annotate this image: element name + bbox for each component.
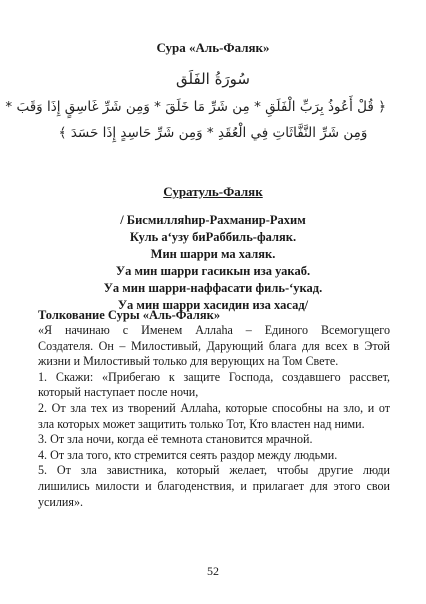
- tafsir-title: Толкование Суры «Аль-Фаляк»: [38, 308, 221, 322]
- tafsir-line: «Я начинаю с Именем Аллаһа – Единого Всемогущего: [38, 323, 390, 337]
- transliteration-line: Куль а‘узу биРаббиль-фаляк.: [129, 230, 297, 244]
- page-number: 52: [207, 564, 219, 578]
- tafsir-text: [38, 323, 390, 510]
- tafsir-line: 2. От зла тех из творений Аллаһа, которые способны на зло, и от: [38, 400, 390, 415]
- transliteration-line: Уа мин шарри гасикын иза уакаб.: [115, 264, 311, 278]
- arabic-verse-line: ﴿ قُلْ أَعُوذُ بِرَبِّ الْفَلَقِ * مِن شَرِّ مَا خَلَقَ * وَمِن شَرِّ غَاسِقٍ إِذَا وَقَبَ *: [5, 99, 386, 115]
- arabic-verses: [5, 94, 386, 146]
- transliteration-line: Уа мин шарри хасидин иза хасад/: [117, 298, 309, 312]
- tafsir-line: 4. От зла того, кто стремится сеять раздор между людьми.: [38, 447, 338, 462]
- transliteration-line: Уа мин шарри-наффасати филь-‘укад.: [103, 281, 323, 295]
- transliteration-line: Мин шарри ма халяк.: [150, 247, 276, 261]
- tafsir-line: жизни и Милостивый только для верующих на Том Свете.: [38, 354, 339, 369]
- tafsir-line: лишились милости и благоденствия, и прилагает для этого свои: [38, 478, 390, 493]
- tafsir-line: 3. От зла ночи, когда её темнота становится мрачной.: [38, 432, 313, 447]
- tafsir-line: зла которых может защитить только Тот, Кто властен над ними.: [38, 416, 365, 431]
- tafsir-line: 1. Скажи: «Прибегаю к защите Господа, создавшего рассвет,: [38, 369, 390, 384]
- tafsir-line: Создателя. Он – Милостивый, Дарующий блага для всех в Этой: [38, 338, 390, 353]
- tafsir-line: 5. От зла завистника, который желает, чтобы другие люди: [38, 463, 390, 478]
- transliteration-block: [0, 212, 426, 314]
- tafsir-line: который наступает после ночи,: [38, 385, 199, 400]
- tafsir-line: усилия».: [38, 494, 84, 509]
- transliteration-line: / Бисмилляһир-Рахманир-Рахим: [120, 213, 306, 227]
- sura-title: Сура «Аль-Фаляк»: [156, 40, 270, 55]
- arabic-verse-line: وَمِن شَرِّ النَّفَّاثَاتِ فِي الْعُقَدِ * وَمِن شَرِّ حَاسِدٍ إِذَا حَسَدَ ﴾: [58, 125, 368, 141]
- transliteration-title: Суратуль-Фаляк: [163, 184, 263, 199]
- arabic-sura-name: سُورَةُ الفَلَق: [176, 70, 250, 88]
